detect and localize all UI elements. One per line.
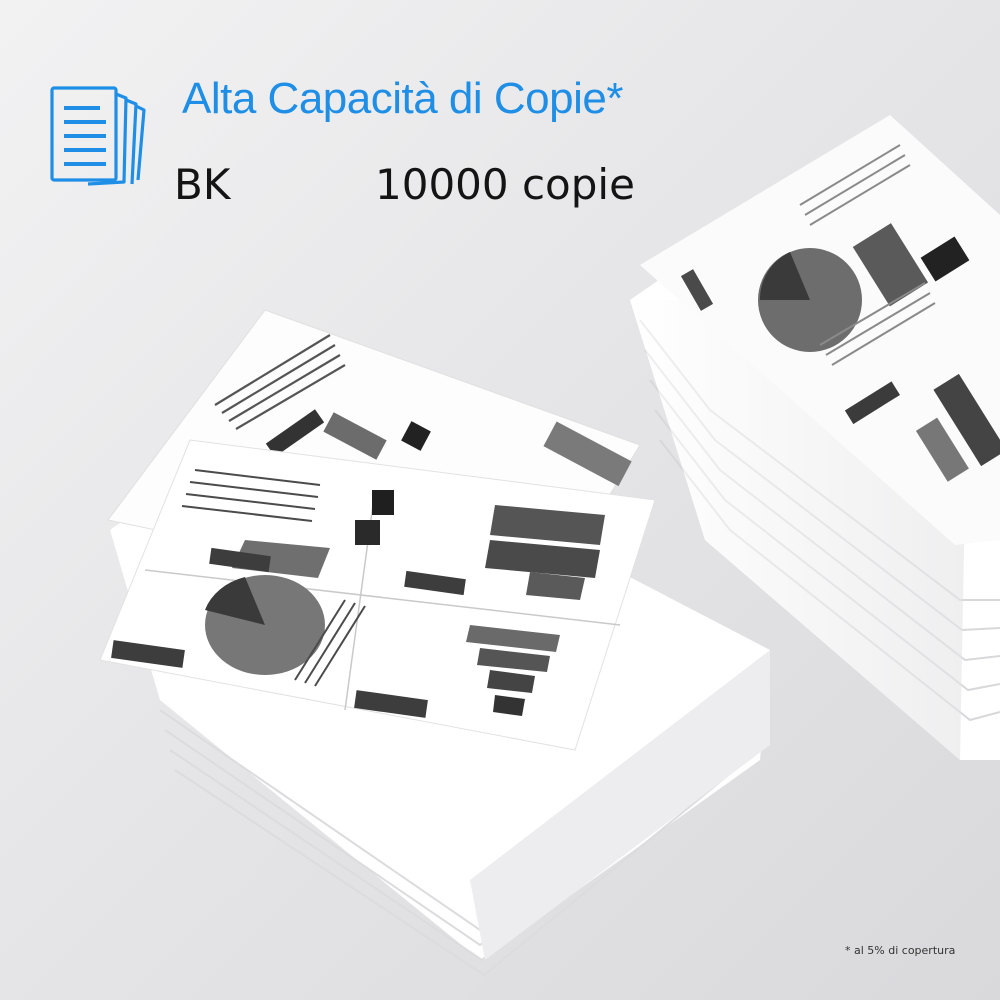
headline: Alta Capacità di Copie* xyxy=(182,74,623,123)
document-stack-icon xyxy=(48,84,148,188)
copies-value: 10000 copie xyxy=(375,160,635,209)
coverage-footnote: * al 5% di copertura xyxy=(845,944,956,957)
color-code-label: BK xyxy=(174,160,231,209)
